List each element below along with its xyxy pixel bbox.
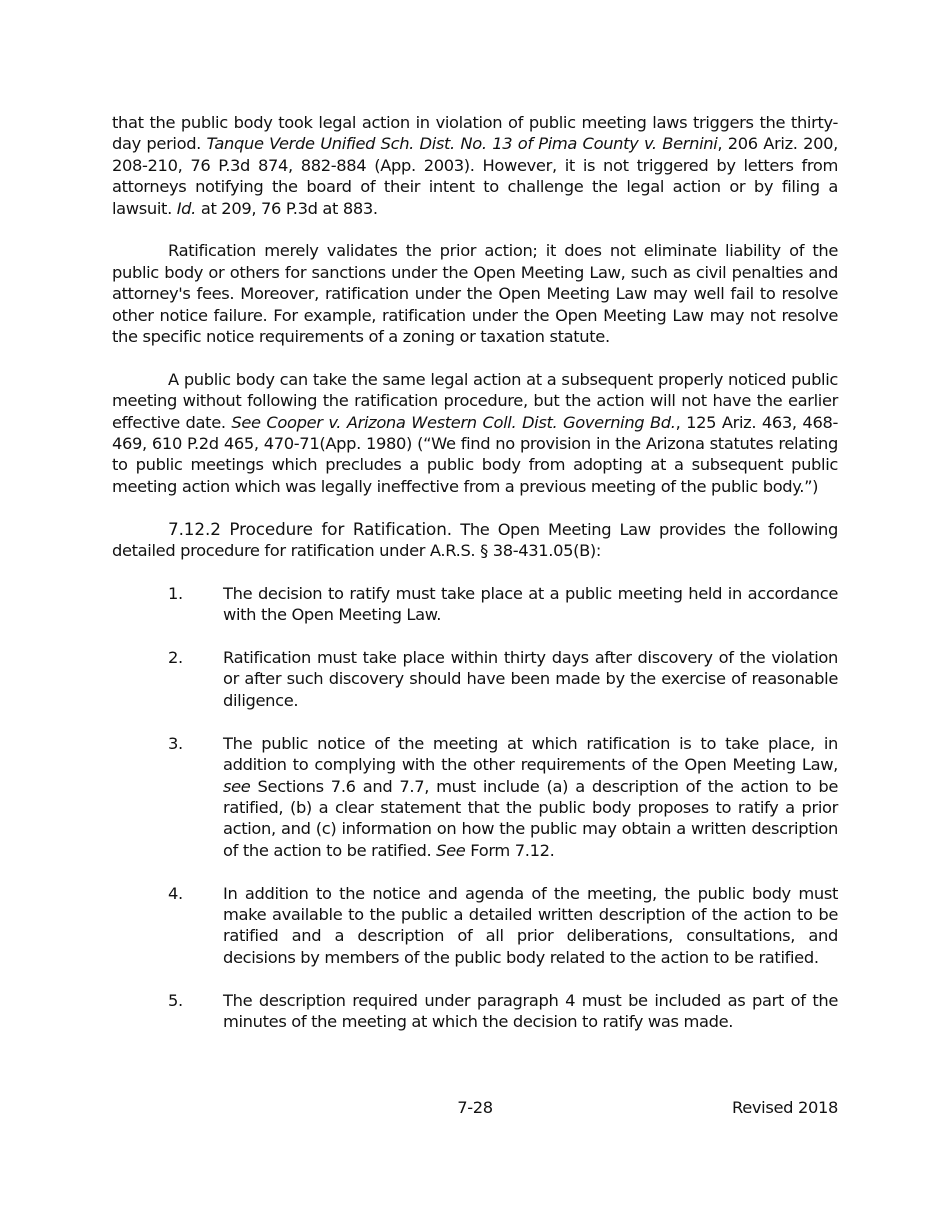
text-run: Ratification merely validates the prior action; it does not eliminate liability of the public body or others for sanctions under the Open Meeting Law, such as civil penalties and attorney's fees. Moreover, ratification under the Open Meeting Law may well fail to resolve other notice failure. For example, ratification under the Open Meeting Law may not resolve the specific notice requirements of a zoning or taxation statute. <box>112 241 838 347</box>
list-item-number: 5. <box>168 990 183 1010</box>
page-number: 7-28 <box>457 1098 493 1117</box>
list-item <box>112 647 838 711</box>
text-run: In addition to the notice and agenda of the meeting, the public body must make available to the public a detailed written description of the action to be ratified and a description of all prior deliberations, consultations, and decisions by members of the public body related to the action to be ratified. <box>223 883 838 967</box>
list-item <box>112 733 838 861</box>
paragraph-trigger-period <box>112 112 838 219</box>
text-run: The Open Meeting Law provides the following detailed procedure for ratification under A.R.S. § 38-431.05(B): <box>112 519 838 561</box>
list-item-number: 1. <box>168 583 183 603</box>
list-item-text <box>223 647 838 711</box>
italic-text: Id. <box>176 198 196 218</box>
list-item-text <box>223 990 838 1033</box>
text-run: The decision to ratify must take place at a public meeting held in accordance with the Open Meeting Law. <box>223 583 838 625</box>
italic-text: See Cooper v. Arizona Western Coll. Dist. Governing Bd. <box>231 412 676 432</box>
text-run: that the public body took legal action in violation of public meeting laws triggers the thirty-day period. <box>112 113 838 154</box>
text-run: A public body can take the same legal action at a subsequent properly noticed public meeting without following the ratification procedure, but the action will not have the earlier effective date. <box>112 369 838 432</box>
list-item <box>112 583 838 626</box>
italic-text: See <box>436 840 466 860</box>
paragraph-subsequent-meeting <box>112 369 838 497</box>
text-run: Ratification must take place within thirty days after discovery of the violation or after such discovery should have been made by the exercise of reasonable diligence. <box>223 648 838 710</box>
text-run: , 125 Ariz. 463, 468-469, 610 P.2d 465, 470-71(App. 1980) (“We find no provision in the Arizona statutes relating to public meetings which precludes a public body from adopting at a subsequent public meeting action which was legally ineffective from a previous meeting of the public body.”) <box>112 412 838 496</box>
text-run: Form 7.12. <box>465 840 555 860</box>
section-7-12-2-intro <box>112 519 838 562</box>
list-item-text <box>223 583 838 626</box>
text-run: The description required under paragraph 4 must be included as part of the minutes of the meeting at which the decision to ratify was made. <box>223 990 838 1031</box>
document-page <box>112 112 838 1054</box>
list-item-text <box>223 883 838 969</box>
paragraph-ratification-validates <box>112 240 838 347</box>
text-run: at 209, 76 P.3d at 883. <box>196 198 378 218</box>
text-run: The public notice of the meeting at which ratification is to take place, in addition to complying with the other requirements of the Open Meeting Law, <box>223 733 838 775</box>
page-footer <box>112 1097 838 1119</box>
list-item-text <box>223 733 838 861</box>
ratification-procedure-list <box>112 583 838 1032</box>
list-item-number: 3. <box>168 733 183 753</box>
list-item-number: 2. <box>168 648 183 668</box>
revision-label: Revised 2018 <box>731 1098 838 1117</box>
list-item <box>112 990 838 1033</box>
list-item-number: 4. <box>168 883 183 903</box>
text-run: Sections 7.6 and 7.7, must include (a) a description of the action to be ratified, (b) a clear statement that the public body proposes to ratify a prior action, and (c) information on how the public may obtain a written description of the action to be ratified. <box>223 776 838 860</box>
section-heading: 7.12.2 Procedure for Ratification. <box>168 518 452 539</box>
italic-text: see <box>223 776 251 796</box>
list-item <box>112 883 838 969</box>
italic-text: Tanque Verde Unified Sch. Dist. No. 13 of Pima County v. Bernini <box>206 134 718 154</box>
text-run: , 206 Ariz. 200, 208-210, 76 P.3d 874, 882-884 (App. 2003). However, it is not triggered by letters from attorneys notifying the board of their intent to challenge the legal action or by filing a lawsuit. <box>112 134 838 218</box>
